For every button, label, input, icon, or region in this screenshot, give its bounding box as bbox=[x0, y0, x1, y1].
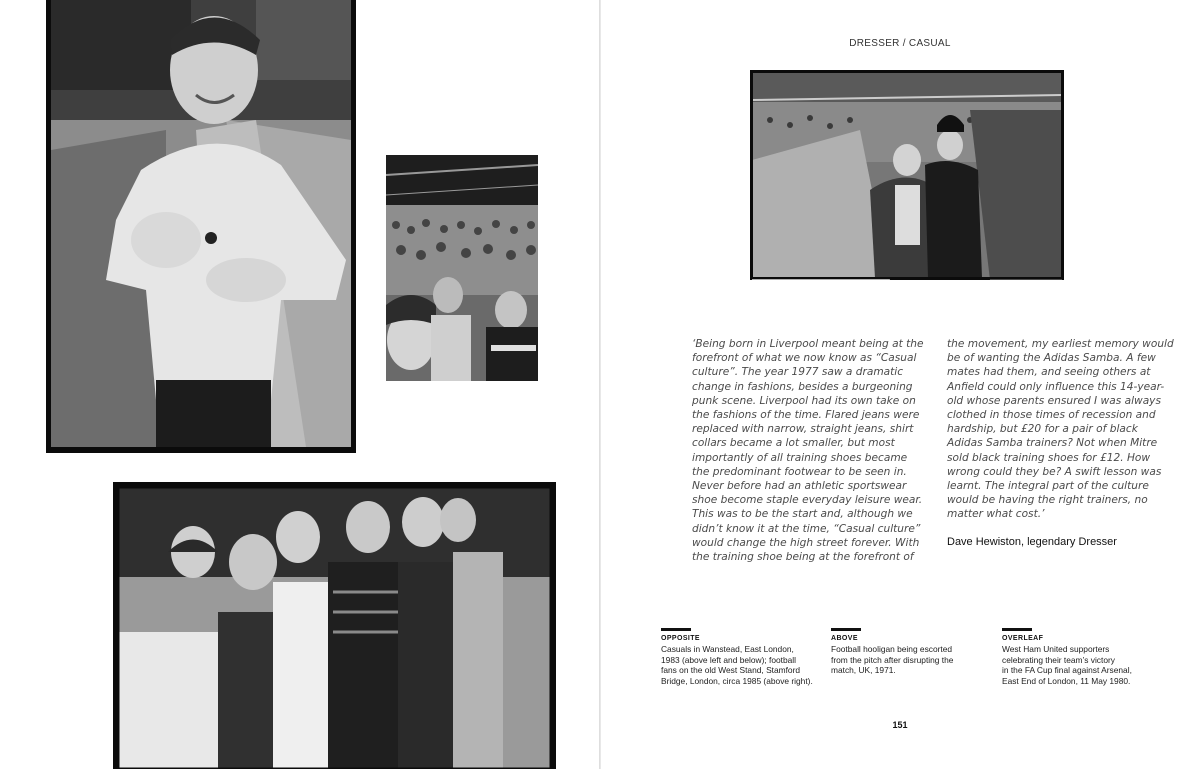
caption-rule bbox=[1002, 628, 1032, 631]
caption-overleaf bbox=[1002, 628, 1162, 686]
caption-heading: ABOVE bbox=[831, 635, 858, 642]
quote-line: matter what cost.’ bbox=[947, 508, 1045, 521]
caption-line: in the FA Cup final against Arsenal, bbox=[1002, 665, 1132, 676]
quote-line: the movement, my earliest memory would bbox=[947, 338, 1174, 350]
quote-line: the fashions of the time. Flared jeans were bbox=[692, 409, 920, 422]
quote-line: punk scene. Liverpool had its own take on bbox=[692, 394, 916, 407]
quote-line: Adidas Samba trainers? Not when Mitre bbox=[947, 437, 1158, 450]
caption-line: West Ham United supporters bbox=[1002, 644, 1110, 654]
quote-line: be of wanting the Adidas Samba. A few bbox=[947, 352, 1156, 365]
photo-stadium-crowd bbox=[386, 155, 538, 381]
caption-line: Football hooligan being escorted bbox=[831, 644, 953, 654]
quote-line: wrong could they be? A swift lesson was bbox=[947, 465, 1162, 478]
photo-group-of-boys bbox=[113, 482, 556, 769]
caption-rule bbox=[661, 628, 691, 631]
quote-line: importantly of all training shoes became bbox=[692, 451, 908, 464]
caption-heading: OVERLEAF bbox=[1002, 635, 1044, 642]
caption-line: 1983 (above left and below); football bbox=[661, 654, 797, 665]
quote-line: didn’t know it at the time, “Casual culture” bbox=[692, 522, 921, 535]
quote-column-2 bbox=[947, 337, 1174, 549]
quote-attribution: Dave Hewiston, legendary Dresser bbox=[947, 535, 1117, 548]
photo-police-escort bbox=[750, 70, 1064, 280]
quote-line: Never before had an athletic sportswear bbox=[692, 480, 907, 493]
photo-boy-sweater bbox=[46, 0, 356, 453]
quote-line: hardship, but £20 for a pair of black bbox=[947, 423, 1138, 436]
caption-body bbox=[661, 644, 821, 686]
quote-line: forefront of what we now know as “Casual bbox=[692, 352, 917, 365]
quote-line: would change the high street forever. With bbox=[692, 536, 920, 549]
caption-line: celebrating their team’s victory bbox=[1002, 654, 1115, 665]
caption-body bbox=[1002, 644, 1162, 686]
quote-line: learnt. The integral part of the culture bbox=[947, 480, 1149, 493]
quote-line: clothed in those times of recession and bbox=[947, 409, 1156, 422]
caption-line: Bridge, London, circa 1985 (above right). bbox=[661, 675, 813, 686]
caption-body bbox=[831, 644, 991, 676]
quote-line: Anfield could only influence this 14-year- bbox=[947, 380, 1165, 393]
quote-line: mates had them, and seeing others at bbox=[947, 366, 1151, 379]
quote-line: the training shoe being at the forefront of bbox=[692, 551, 914, 564]
page-number: 151 bbox=[892, 720, 908, 730]
quote-line: This was to be the start and, although we bbox=[692, 508, 913, 521]
running-head: DRESSER / CASUAL bbox=[849, 38, 951, 49]
caption-opposite bbox=[661, 628, 821, 686]
caption-line: fans on the old West Stand, Stamford bbox=[661, 665, 801, 676]
quote-line: old whose parents ensured I was always bbox=[947, 394, 1161, 407]
caption-rule bbox=[831, 628, 861, 631]
quote-line: collars became a lot smaller, but most bbox=[692, 437, 895, 450]
quote-column-1 bbox=[692, 337, 924, 564]
caption-above bbox=[831, 628, 991, 676]
caption-line: East End of London, 11 May 1980. bbox=[1002, 675, 1131, 686]
caption-line: match, UK, 1971. bbox=[831, 665, 896, 676]
quote-line: change in fashions, besides a burgeoning bbox=[692, 380, 913, 393]
quote-line: shoe become staple everyday leisure wear. bbox=[692, 494, 923, 507]
quote-line: the predominant footwear to be seen in. bbox=[692, 465, 907, 478]
quote-line: would be having the right trainers, no bbox=[947, 494, 1148, 507]
quote-line: sold black training shoes for £12. How bbox=[947, 451, 1151, 464]
quote-line: culture”. The year 1977 saw a dramatic bbox=[692, 366, 904, 379]
caption-heading: OPPOSITE bbox=[661, 635, 700, 642]
caption-line: Casuals in Wanstead, East London, bbox=[661, 644, 794, 654]
quote-line: ‘Being born in Liverpool meant being at the bbox=[692, 338, 924, 350]
caption-line: from the pitch after disrupting the bbox=[831, 654, 954, 665]
quote-line: replaced with narrow, straight jeans, shirt bbox=[692, 423, 914, 436]
